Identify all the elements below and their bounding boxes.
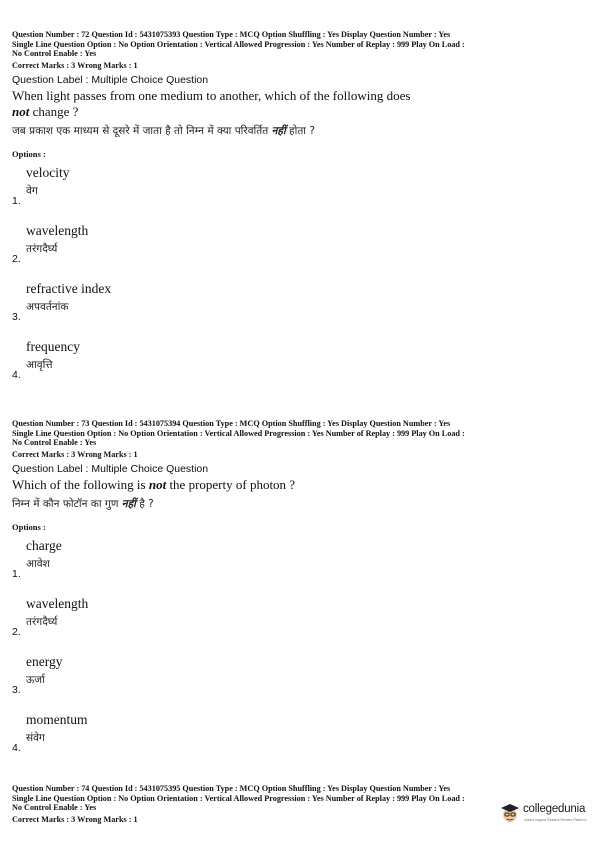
graduate-mascot-icon — [499, 802, 521, 824]
question-label: Question Label : Multiple Choice Question — [12, 462, 209, 475]
question-72 — [12, 30, 585, 397]
question-text-hindi — [12, 123, 585, 139]
question-meta-line-1: Question Number : 74 Question Id : 5431075395 Question Type : MCQ Option Shuffling : Yes Display Question Number : Yes — [12, 784, 451, 793]
question-meta-line-3: No Control Enable : Yes — [12, 438, 97, 448]
question-meta-line-3: No Control Enable : Yes — [12, 803, 97, 813]
option-text-english: refractive index — [26, 280, 112, 296]
option-number: 4. — [12, 741, 21, 754]
logo-wordmark: collegedunia — [523, 803, 586, 815]
option-2[interactable] — [12, 223, 585, 281]
question-text-emphasis: not — [148, 476, 167, 492]
question-meta-line-2: Single Line Question Option : No Option Orientation : Vertical Allowed Progression : Yes Number of Replay : 999 Play On Load : — [12, 793, 465, 803]
option-text-english: wavelength — [26, 222, 89, 238]
question-meta-line-2: Single Line Question Option : No Option Orientation : Vertical Allowed Progression : Yes Number of Replay : 999 Play On Load : — [12, 428, 465, 438]
option-2[interactable] — [12, 596, 585, 654]
marks-info: Correct Marks : 3 Wrong Marks : 1 — [12, 814, 138, 824]
option-number: 1. — [12, 567, 21, 580]
question-text-line-2: change ? — [29, 103, 79, 119]
options-list — [12, 538, 585, 770]
marks-info: Correct Marks : 3 Wrong Marks : 1 — [12, 60, 138, 70]
options-heading: Options : — [12, 148, 46, 159]
hindi-text-part: जब प्रकाश एक माध्यम से दूसरे में जाता है तो निम्न में क्या परिवर्तित — [12, 124, 272, 137]
question-text-part: the property of photon ? — [166, 476, 296, 492]
collegedunia-logo — [499, 800, 595, 828]
hindi-text-part: निम्न में कौन फोटॉन का गुण — [12, 497, 122, 510]
option-number: 3. — [12, 683, 21, 696]
option-text-hindi: संवेग — [26, 731, 45, 744]
question-text-english — [12, 477, 585, 493]
option-text-english: energy — [26, 653, 63, 669]
option-1[interactable] — [12, 165, 585, 223]
hindi-text-part: होता ? — [285, 124, 315, 137]
hindi-text-emphasis: नहीं — [121, 497, 136, 510]
question-meta-line-3: No Control Enable : Yes — [12, 49, 97, 59]
marks-info: Correct Marks : 3 Wrong Marks : 1 — [12, 449, 138, 459]
option-number: 4. — [12, 368, 21, 381]
option-3[interactable] — [12, 281, 585, 339]
question-meta-line-2: Single Line Question Option : No Option Orientation : Vertical Allowed Progression : Yes Number of Replay : 999 Play On Load : — [12, 39, 465, 49]
question-meta-line-1: Question Number : 72 Question Id : 5431075393 Question Type : MCQ Option Shuffling : Yes Display Question Number : Yes — [12, 30, 451, 39]
hindi-text-part: है ? — [135, 497, 154, 510]
logo-tagline: India's largest Student Review Platform — [524, 818, 587, 822]
option-text-english: charge — [26, 537, 62, 553]
option-text-hindi: आवृत्ति — [26, 358, 53, 371]
option-3[interactable] — [12, 654, 585, 712]
option-4[interactable] — [12, 712, 585, 770]
question-label: Question Label : Multiple Choice Question — [12, 73, 209, 86]
question-text-line-1: When light passes from one medium to another, which of the following does — [12, 87, 411, 103]
options-heading: Options : — [12, 521, 46, 532]
option-text-hindi: तरंगदैर्घ्य — [26, 615, 58, 628]
option-1[interactable] — [12, 538, 585, 596]
question-text-english — [12, 88, 585, 120]
option-number: 2. — [12, 625, 21, 638]
option-text-english: wavelength — [26, 595, 89, 611]
question-text-part: Which of the following is — [12, 476, 149, 492]
option-text-english: velocity — [26, 164, 70, 180]
option-4[interactable] — [12, 339, 585, 397]
option-text-hindi: वेग — [26, 184, 38, 197]
option-text-hindi: आवेश — [26, 557, 50, 570]
option-text-hindi: तरंगदैर्घ्य — [26, 242, 58, 255]
option-number: 1. — [12, 194, 21, 207]
option-text-english: frequency — [26, 338, 80, 354]
hindi-text-emphasis: नहीं — [271, 124, 286, 137]
question-73 — [12, 419, 585, 770]
question-meta-line-1: Question Number : 73 Question Id : 5431075394 Question Type : MCQ Option Shuffling : Yes Display Question Number : Yes — [12, 419, 451, 428]
question-text-hindi — [12, 496, 585, 512]
option-text-hindi: अपवर्तनांक — [26, 300, 69, 313]
option-text-english: momentum — [26, 711, 88, 727]
option-number: 2. — [12, 252, 21, 265]
question-text-emphasis: not — [12, 103, 30, 119]
option-text-hindi: ऊर्जा — [26, 673, 45, 686]
option-number: 3. — [12, 310, 21, 323]
options-list — [12, 165, 585, 397]
